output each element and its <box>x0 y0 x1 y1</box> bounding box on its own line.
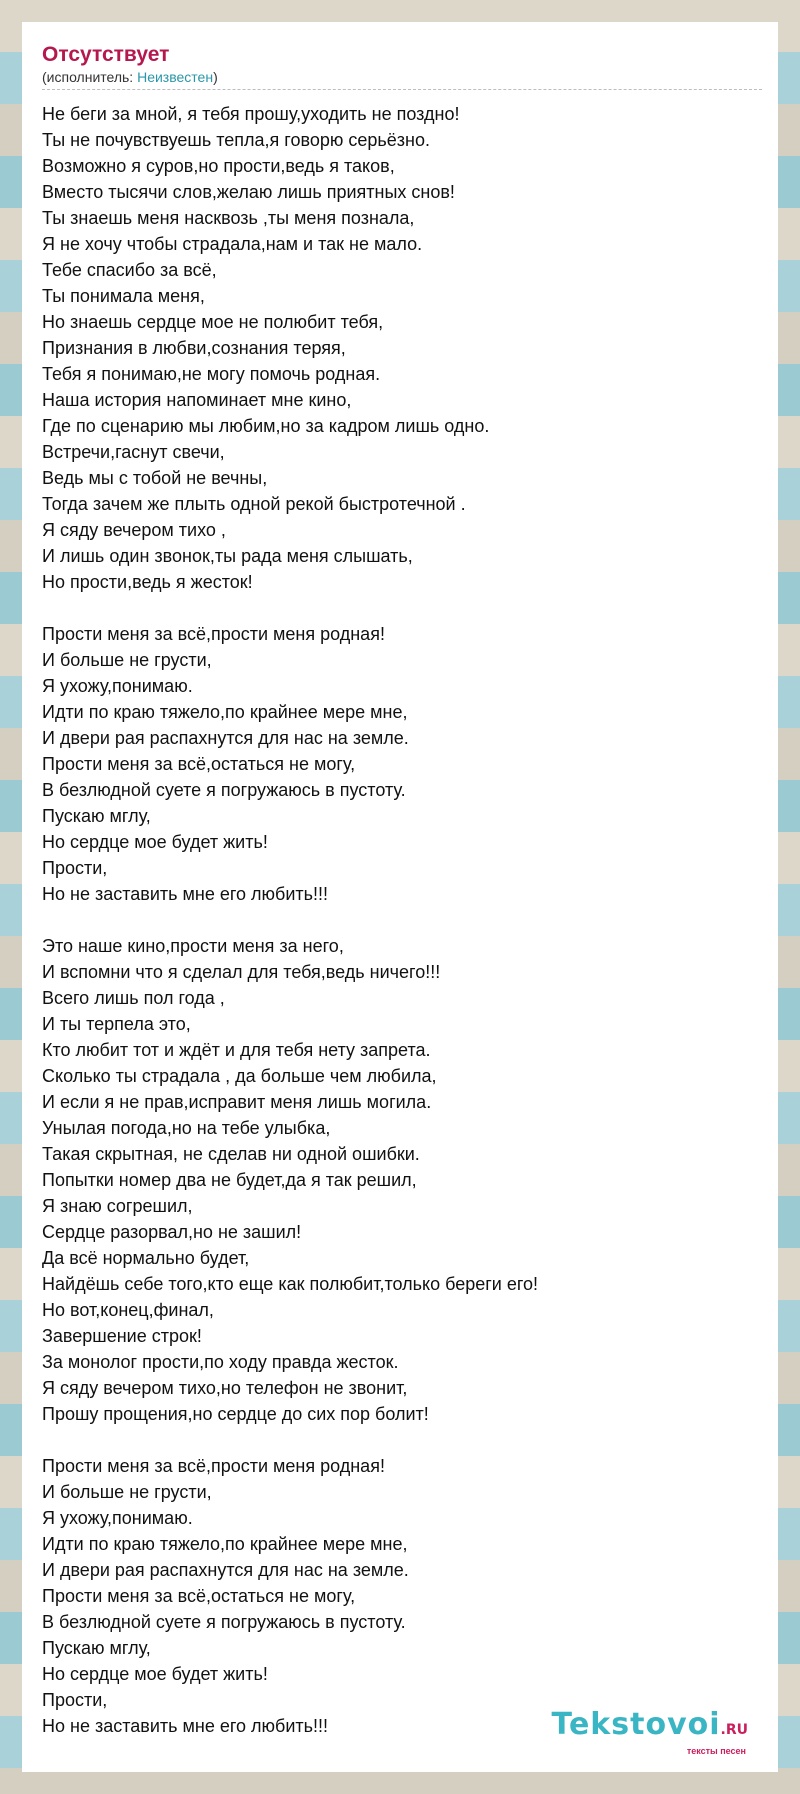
lyric-line: Да всё нормально будет, <box>42 1248 250 1268</box>
logo-main-text: Tekstovoi <box>551 1707 721 1742</box>
lyric-line: За монолог прости,по ходу правда жесток. <box>42 1352 399 1372</box>
lyric-line: Я ухожу,понимаю. <box>42 1508 193 1528</box>
stanza-break <box>42 1427 758 1453</box>
artist-suffix: ) <box>213 69 218 85</box>
lyric-line: Но вот,конец,финал, <box>42 1300 214 1320</box>
lyric-line: Сколько ты страдала , да больше чем любила, <box>42 1066 437 1086</box>
lyric-line: Идти по краю тяжело,по крайнее мере мне, <box>42 702 408 722</box>
lyric-line: Я не хочу чтобы страдала,нам и так не мало. <box>42 234 423 254</box>
lyric-line: В безлюдной суете я погружаюсь в пустоту. <box>42 1612 406 1632</box>
logo-wordmark <box>551 1709 748 1746</box>
artist-line <box>42 68 762 90</box>
stanza-break <box>42 907 758 933</box>
lyric-line: Но знаешь сердце мое не полюбит тебя, <box>42 312 384 332</box>
site-logo[interactable] <box>551 1709 748 1756</box>
lyric-line: Прости меня за всё,остаться не могу, <box>42 754 356 774</box>
lyric-line: Сердце разорвал,но не зашил! <box>42 1222 302 1242</box>
lyric-line: Прости, <box>42 858 108 878</box>
song-title: Отсутствует <box>42 43 170 66</box>
logo-subtitle: тексты песен <box>686 1746 746 1756</box>
lyric-line: Тогда зачем же плыть одной рекой быстротечной . <box>42 494 466 514</box>
lyric-line: Но сердце мое будет жить! <box>42 1664 268 1684</box>
lyric-line: Я сяду вечером тихо,но телефон не звонит, <box>42 1378 408 1398</box>
lyric-line: Найдёшь себе того,кто еще как полюбит,только береги его! <box>42 1274 539 1294</box>
lyric-line: Прости меня за всё,остаться не могу, <box>42 1586 356 1606</box>
lyric-line: И больше не грусти, <box>42 650 212 670</box>
stanza-break <box>42 595 758 621</box>
lyric-line: Не беги за мной, я тебя прошу,уходить не поздно! <box>42 104 460 124</box>
lyric-line: Идти по краю тяжело,по крайнее мере мне, <box>42 1534 408 1554</box>
lyric-line: И ты терпела это, <box>42 1014 191 1034</box>
lyric-line: Пускаю мглу, <box>42 806 151 826</box>
lyric-line: Ты не почувствуешь тепла,я говорю серьёзно. <box>42 130 430 150</box>
lyric-line: Где по сценарию мы любим,но за кадром лишь одно. <box>42 416 490 436</box>
lyric-line: Завершение строк! <box>42 1326 202 1346</box>
lyrics-card <box>22 22 778 1772</box>
lyric-line: Ведь мы с тобой не вечны, <box>42 468 268 488</box>
lyric-line: И двери рая распахнутся для нас на земле. <box>42 728 409 748</box>
artist-link[interactable]: Неизвестен <box>137 69 214 85</box>
lyric-line: Встречи,гаснут свечи, <box>42 442 225 462</box>
lyric-line: Пускаю мглу, <box>42 1638 151 1658</box>
lyric-line: И больше не грусти, <box>42 1482 212 1502</box>
lyric-line: И вспомни что я сделал для тебя,ведь ничего!!! <box>42 962 441 982</box>
lyric-line: И лишь один звонок,ты рада меня слышать, <box>42 546 413 566</box>
lyric-line: Прошу прощения,но сердце до сих пор болит! <box>42 1404 429 1424</box>
lyric-line: Тебя я понимаю,не могу помочь родная. <box>42 364 381 384</box>
lyric-line: Ты понимала меня, <box>42 286 205 306</box>
lyric-line: Возможно я суров,но прости,ведь я таков, <box>42 156 395 176</box>
artist-prefix: (исполнитель: <box>42 69 138 85</box>
lyric-line: Прости меня за всё,прости меня родная! <box>42 624 385 644</box>
lyric-line: Но сердце мое будет жить! <box>42 832 268 852</box>
lyric-line: Вместо тысячи слов,желаю лишь приятных снов! <box>42 182 455 202</box>
lyric-line: Я ухожу,понимаю. <box>42 676 193 696</box>
lyric-line: Прости меня за всё,прости меня родная! <box>42 1456 385 1476</box>
lyric-line: Унылая погода,но на тебе улыбка, <box>42 1118 331 1138</box>
logo-tld: .RU <box>720 1722 748 1738</box>
lyric-line: Это наше кино,прости меня за него, <box>42 936 344 956</box>
lyric-line: Прости, <box>42 1690 108 1710</box>
lyric-line: Признания в любви,сознания теряя, <box>42 338 346 358</box>
lyric-line: И двери рая распахнутся для нас на земле. <box>42 1560 409 1580</box>
lyric-line: Кто любит тот и ждёт и для тебя нету запрета. <box>42 1040 431 1060</box>
lyric-line: Ты знаешь меня насквозь ,ты меня познала, <box>42 208 415 228</box>
lyric-line: Я сяду вечером тихо , <box>42 520 226 540</box>
lyric-line: Наша история напоминает мне кино, <box>42 390 352 410</box>
lyric-line: В безлюдной суете я погружаюсь в пустоту. <box>42 780 406 800</box>
lyric-line: Тебе спасибо за всё, <box>42 260 217 280</box>
lyric-line: Такая скрытная, не сделав ни одной ошибки. <box>42 1144 420 1164</box>
lyric-line: Но не заставить мне его любить!!! <box>42 884 329 904</box>
lyric-line: Я знаю согрешил, <box>42 1196 193 1216</box>
lyric-line: Попытки номер два не будет,да я так решил, <box>42 1170 417 1190</box>
lyrics-text <box>42 101 758 1739</box>
lyric-line: Но не заставить мне его любить!!! <box>42 1716 329 1736</box>
lyric-line: Всего лишь пол года , <box>42 988 225 1008</box>
lyric-line: И если я не прав,исправит меня лишь могила. <box>42 1092 432 1112</box>
lyric-line: Но прости,ведь я жесток! <box>42 572 253 592</box>
